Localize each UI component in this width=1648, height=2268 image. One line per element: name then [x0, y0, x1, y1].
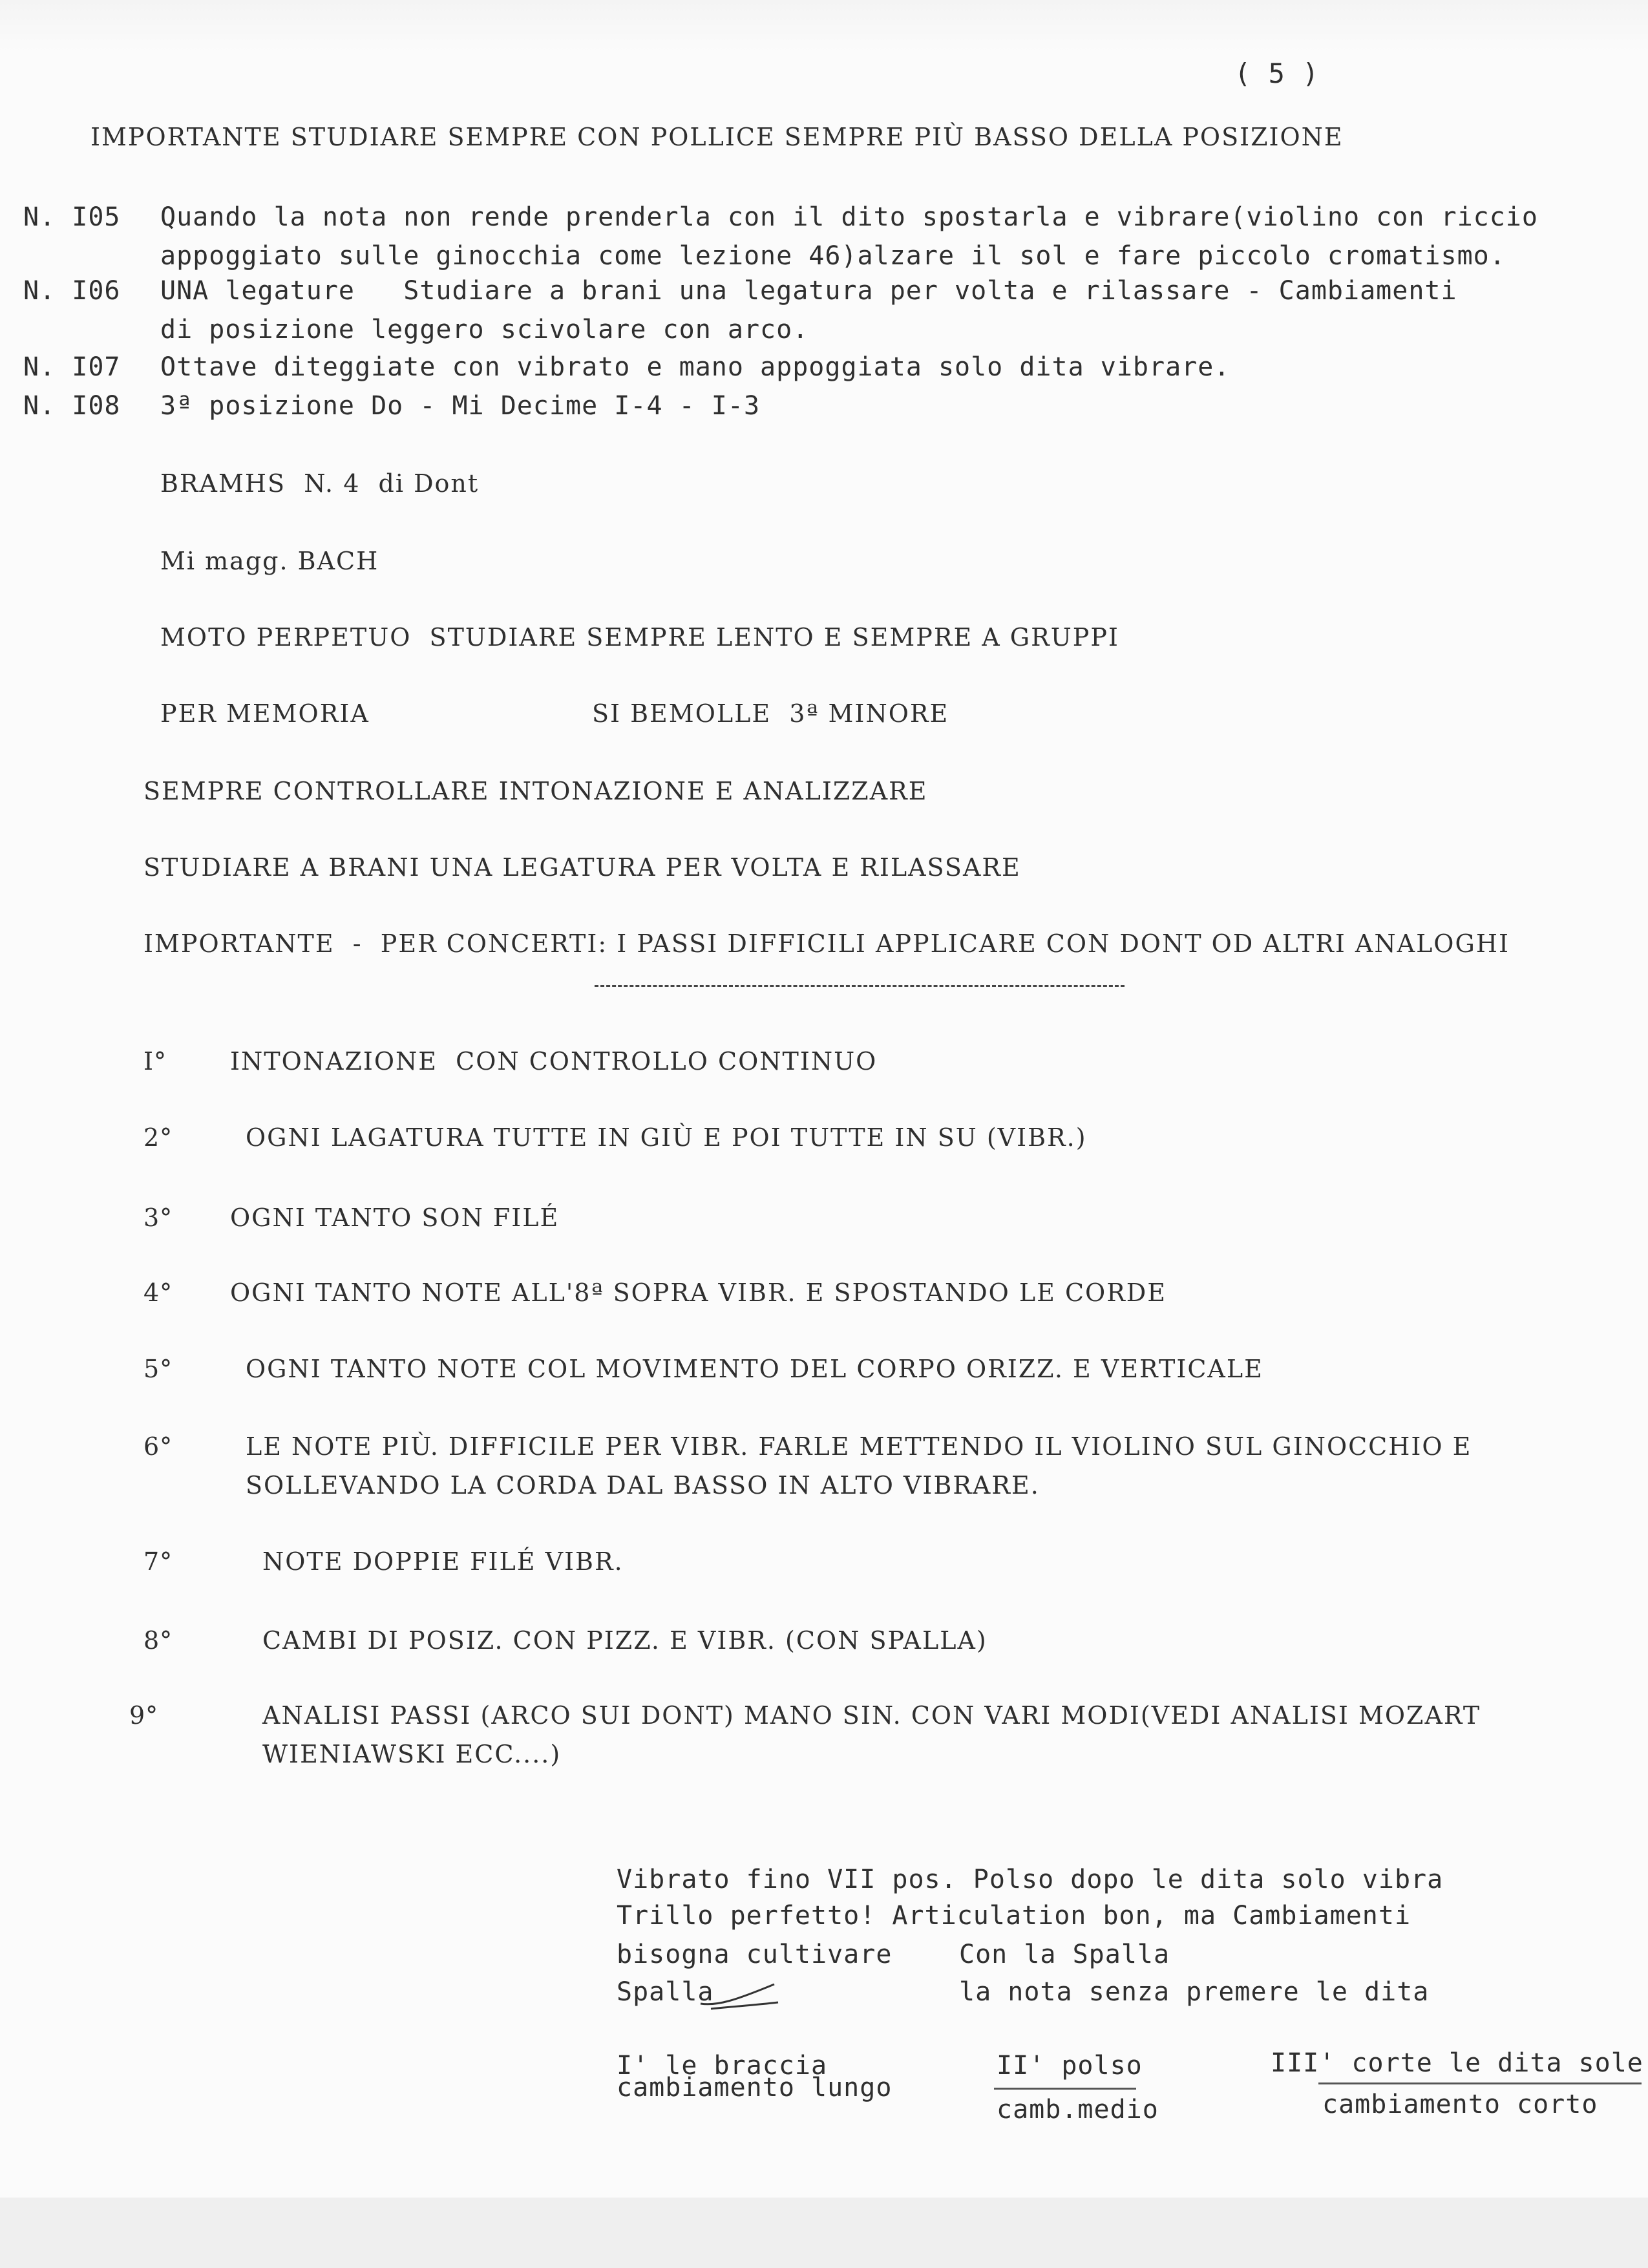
- list-number: 2°: [143, 1123, 173, 1152]
- list-number: 9°: [129, 1701, 159, 1730]
- note-memoria-label: PER MEMORIA: [160, 699, 370, 728]
- footer-column-sub: camb.medio: [997, 2095, 1159, 2125]
- entry-number: N. I06: [23, 276, 121, 306]
- list-number: 8°: [143, 1626, 173, 1655]
- list-number: I°: [143, 1047, 167, 1076]
- list-item: OGNI TANTO SON FILÉ: [230, 1203, 560, 1232]
- footer-line: Vibrato fino VII pos. Polso dopo le dita solo vibra: [617, 1865, 1444, 1894]
- footer-line: la nota senza premere le dita: [959, 1977, 1430, 2007]
- list-number: 4°: [143, 1278, 173, 1307]
- note-brahms: BRAMHS N. 4 di Dont: [160, 469, 480, 498]
- entry-number: N. I07: [23, 352, 121, 382]
- entry-number: N. I05: [23, 202, 121, 232]
- list-item: CAMBI DI POSIZ. CON PIZZ. E VIBR. (CON SPALLA): [262, 1626, 988, 1655]
- list-item: OGNI LAGATURA TUTTE IN GIÙ E POI TUTTE IN SU (VIBR.): [246, 1123, 1087, 1152]
- note-moto-perpetuo: MOTO PERPETUO STUDIARE SEMPRE LENTO E SEMPRE A GRUPPI: [160, 623, 1119, 652]
- entry-text: Ottave diteggiate con vibrato e mano appoggiata solo dita vibrare.: [160, 352, 1231, 382]
- handwritten-scribble-icon: [698, 1980, 782, 2013]
- footer-column-title: I' le braccia: [617, 2051, 828, 2081]
- entry-text: di posizione leggero scivolare con arco.: [160, 315, 809, 344]
- footer-line: Con la Spalla: [959, 1940, 1170, 1969]
- list-item: ANALISI PASSI (ARCO SUI DONT) MANO SIN. CON VARI MODI(VEDI ANALISI MOZART: [262, 1701, 1481, 1730]
- entry-text: appoggiato sulle ginocchia come lezione 46)alzare il sol e fare piccolo cromatismo.: [160, 241, 1506, 271]
- footer-line: bisogna cultivare: [617, 1940, 893, 1969]
- page-header: IMPORTANTE STUDIARE SEMPRE CON POLLICE SEMPRE PIÙ BASSO DELLA POSIZIONE: [90, 123, 1344, 151]
- footer-column-sub: cambiamento corto: [1322, 2090, 1598, 2119]
- list-item: OGNI TANTO NOTE COL MOVIMENTO DEL CORPO ORIZZ. E VERTICALE: [246, 1355, 1263, 1383]
- note-importante: IMPORTANTE - PER CONCERTI: I PASSI DIFFICILI APPLICARE CON DONT OD ALTRI ANALOGHI: [143, 929, 1510, 958]
- list-item-continued: WIENIAWSKI ECC....): [262, 1740, 562, 1768]
- footer-column-sub: cambiamento lungo: [617, 2073, 893, 2103]
- list-item-continued: SOLLEVANDO LA CORDA DAL BASSO IN ALTO VIBRARE.: [246, 1471, 1040, 1500]
- page-number: ( 5 ): [1234, 58, 1320, 89]
- list-item: NOTE DOPPIE FILÉ VIBR.: [262, 1547, 624, 1576]
- entry-number: N. I08: [23, 391, 121, 421]
- list-number: 6°: [143, 1432, 173, 1461]
- underline: [994, 2088, 1136, 2090]
- dashed-divider: [595, 985, 1125, 987]
- footer-column-title: II' polso: [997, 2051, 1143, 2081]
- note-controllare: SEMPRE CONTROLLARE INTONAZIONE E ANALIZZARE: [143, 777, 928, 805]
- page-top-shade: [0, 0, 1648, 52]
- footer-line: Trillo perfetto! Articulation bon, ma Cambiamenti: [617, 1901, 1411, 1931]
- list-item: INTONAZIONE CON CONTROLLO CONTINUO: [230, 1047, 878, 1076]
- entry-text: 3ª posizione Do - Mi Decime I-4 - I-3: [160, 391, 761, 421]
- footer-column-title: III' corte le dita sole: [1271, 2048, 1643, 2078]
- note-memoria-value: SI BEMOLLE 3ª MINORE: [592, 699, 949, 728]
- list-number: 3°: [143, 1203, 173, 1232]
- page-bottom-shade: [0, 2198, 1648, 2268]
- list-item: OGNI TANTO NOTE ALL'8ª SOPRA VIBR. E SPOSTANDO LE CORDE: [230, 1278, 1167, 1307]
- note-studiare: STUDIARE A BRANI UNA LEGATURA PER VOLTA E RILASSARE: [143, 853, 1021, 882]
- underline: [1318, 2083, 1642, 2084]
- footer-line: Spalla: [617, 1977, 714, 2007]
- list-number: 5°: [143, 1355, 173, 1383]
- note-bach: Mi magg. BACH: [160, 547, 379, 575]
- list-number: 7°: [143, 1547, 173, 1576]
- entry-text: Quando la nota non rende prenderla con il dito spostarla e vibrare(violino con riccio: [160, 202, 1538, 232]
- entry-text: UNA legature Studiare a brani una legatura per volta e rilassare - Cambiamenti: [160, 276, 1457, 306]
- list-item: LE NOTE PIÙ. DIFFICILE PER VIBR. FARLE METTENDO IL VIOLINO SUL GINOCCHIO E: [246, 1432, 1472, 1461]
